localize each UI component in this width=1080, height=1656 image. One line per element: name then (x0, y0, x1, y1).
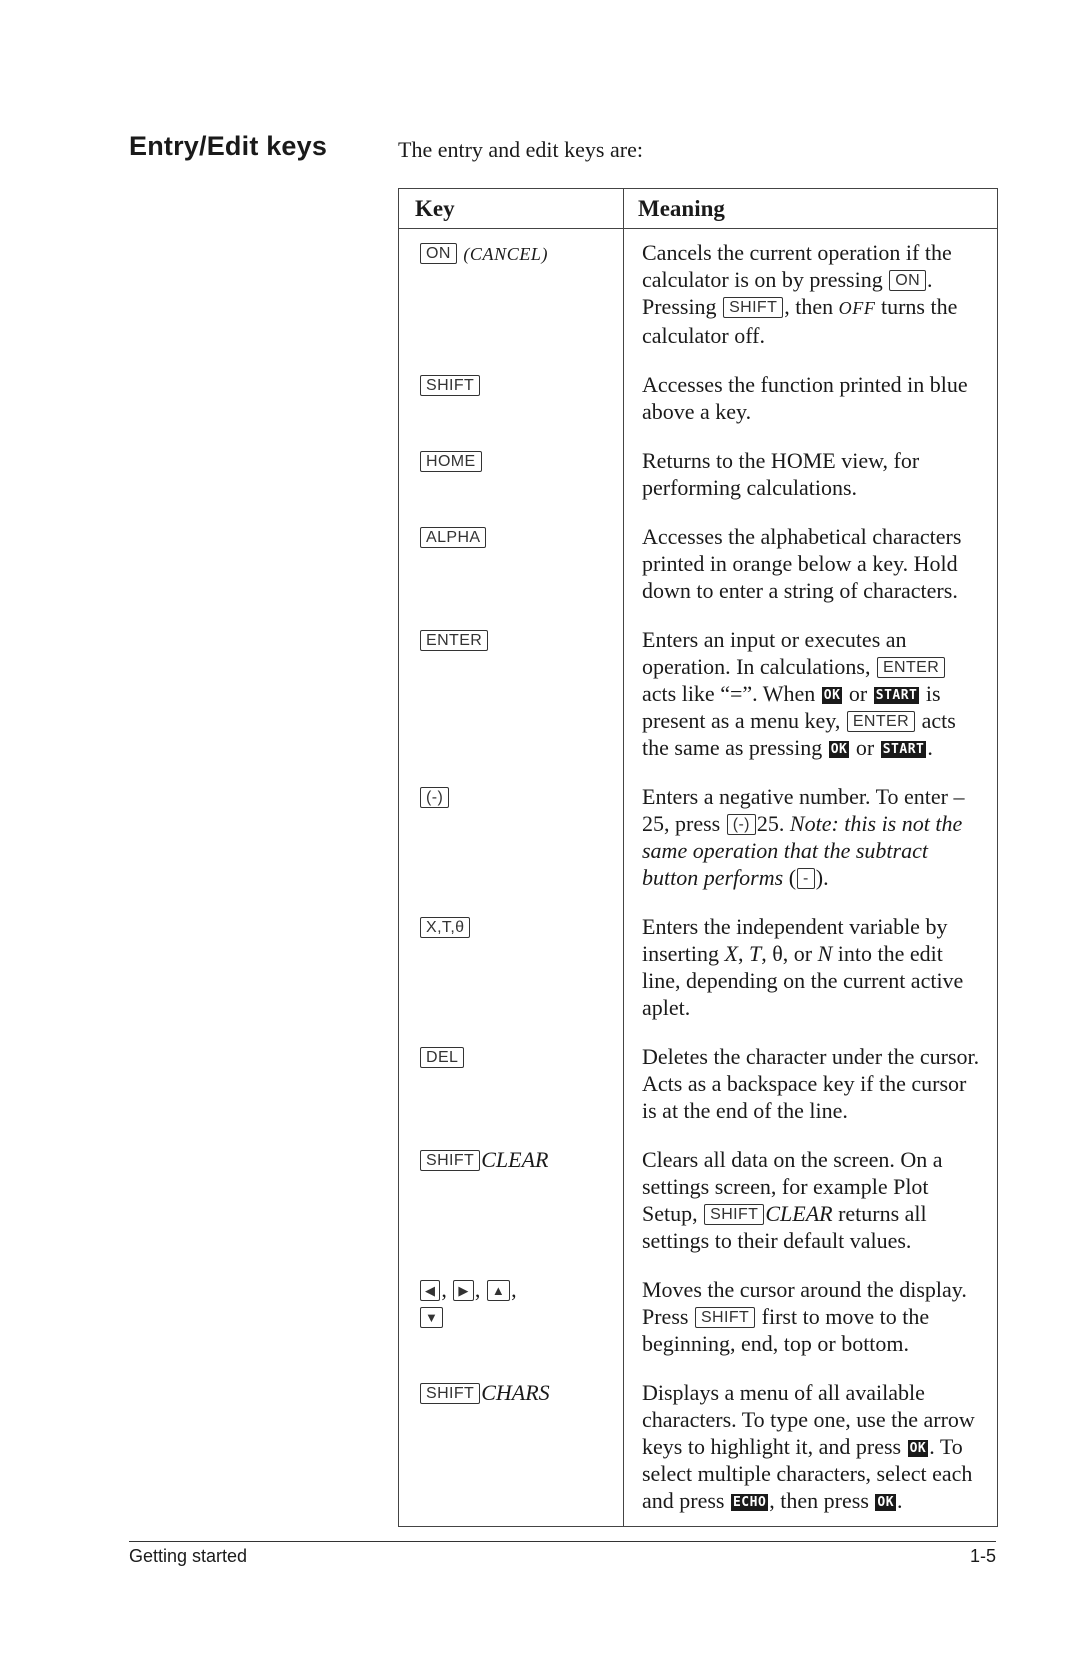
key-label: CHARS (481, 1380, 550, 1405)
table-row (399, 437, 998, 513)
table-row (399, 773, 998, 903)
home-key-icon: HOME (420, 451, 482, 472)
meaning-cell: Moves the cursor around the display. Press SHIFT first to move to the beginning, end, top or bottom. (642, 1277, 967, 1356)
keys-table (398, 188, 998, 1527)
ok-softkey-icon: OK (909, 1441, 927, 1456)
table-row (399, 1369, 998, 1527)
off-label: OFF (838, 298, 876, 318)
table-row (399, 903, 998, 1033)
enter-key-icon: ENTER (420, 630, 488, 651)
table-row (399, 229, 998, 362)
up-arrow-key-icon: ▲ (487, 1280, 510, 1301)
negate-key-icon: (-) (420, 787, 449, 808)
meaning-cell: Accesses the alphabetical characters printed in orange below a key. Hold down to enter a string of characters. (642, 524, 962, 603)
table-row (399, 616, 998, 773)
right-arrow-key-icon: ▶ (453, 1280, 473, 1301)
section-heading: Entry/Edit keys (129, 131, 328, 161)
table-row (399, 513, 998, 616)
shift-key-icon: SHIFT (704, 1204, 764, 1225)
key-cell (399, 616, 624, 773)
shift-key-icon: SHIFT (723, 297, 783, 318)
key-cell (399, 903, 624, 1033)
start-softkey-icon: START (875, 688, 918, 703)
ok-softkey-icon: OK (877, 1495, 895, 1510)
shift-key-icon: SHIFT (420, 1383, 480, 1404)
meaning-cell: Enters a negative number. To enter –25, press (-) 25. Note: this is not the same operation that the subtract button performs ( - ). (642, 784, 965, 890)
footer-section-title: Getting started (129, 1546, 248, 1566)
on-key-icon: ON (889, 270, 926, 291)
ok-softkey-icon: OK (823, 688, 841, 703)
table-header-row (399, 189, 998, 229)
start-softkey-icon: START (882, 742, 925, 757)
xttheta-key-icon: X,T,θ (420, 917, 470, 938)
table-row (399, 361, 998, 437)
shift-key-icon: SHIFT (695, 1307, 755, 1328)
header-key: Key (399, 189, 624, 229)
table-row (399, 1033, 998, 1136)
key-cell (399, 513, 624, 616)
shift-key-icon: SHIFT (420, 375, 480, 396)
down-arrow-key-icon: ▼ (420, 1307, 443, 1328)
footer-rule (129, 1541, 996, 1542)
table-row (399, 1266, 998, 1369)
table-row (399, 1136, 998, 1266)
key-cell (399, 1369, 624, 1527)
echo-softkey-icon: ECHO (732, 1495, 767, 1510)
header-meaning: Meaning (624, 189, 998, 229)
key-cell (399, 1033, 624, 1136)
meaning-cell: Cancels the current operation if the calculator is on by pressing ON . Pressing SHIFT , then OFF turns the calculator off. (642, 240, 958, 348)
key-cell (399, 1136, 624, 1266)
meaning-cell: Returns to the HOME view, for performing calculations. (642, 448, 920, 500)
enter-key-icon: ENTER (847, 711, 915, 732)
key-cell (399, 437, 624, 513)
meaning-cell: Deletes the character under the cursor. Acts as a backspace key if the cursor is at the end of the line. (642, 1044, 980, 1123)
ok-softkey-icon: OK (830, 742, 848, 757)
key-cell (399, 361, 624, 437)
meaning-cell: Displays a menu of all available characters. To type one, use the arrow keys to highlight it, and press OK . To select multiple characters, select each and press ECHO , then press OK . (642, 1380, 975, 1513)
key-label: CLEAR (481, 1147, 549, 1172)
intro-text: The entry and edit keys are: (398, 137, 643, 162)
on-key-icon: ON (420, 243, 457, 264)
subtract-key-icon: - (797, 868, 815, 889)
alpha-key-icon: ALPHA (420, 527, 486, 548)
meaning-cell: Clears all data on the screen. On a settings screen, for example Plot Setup, SHIFT CLEAR returns all settings to their default values. (642, 1147, 943, 1253)
left-arrow-key-icon: ◀ (420, 1280, 440, 1301)
meaning-cell: Accesses the function printed in blue above a key. (642, 372, 968, 424)
key-cell (399, 229, 624, 362)
meaning-cell: Enters the independent variable by inserting X, T, θ, or N into the edit line, depending on the current active aplet. (642, 914, 964, 1020)
note-text: Note: this is not the same operation that the subtract button performs (642, 811, 963, 890)
negate-key-icon: (-) (727, 814, 756, 835)
shift-key-icon: SHIFT (420, 1150, 480, 1171)
key-cell (399, 773, 624, 903)
del-key-icon: DEL (420, 1047, 464, 1068)
page-number: 1-5 (969, 1546, 996, 1566)
meaning-cell: Enters an input or executes an operation. In calculations, ENTER acts like “=”. When OK or START is present as a menu key, ENTER acts the same as pressing OK or START . (642, 627, 956, 760)
key-label: (CANCEL) (463, 244, 549, 264)
key-cell: ◀ , ▶ , ▲ , ▼ (399, 1266, 624, 1369)
enter-key-icon: ENTER (877, 657, 945, 678)
